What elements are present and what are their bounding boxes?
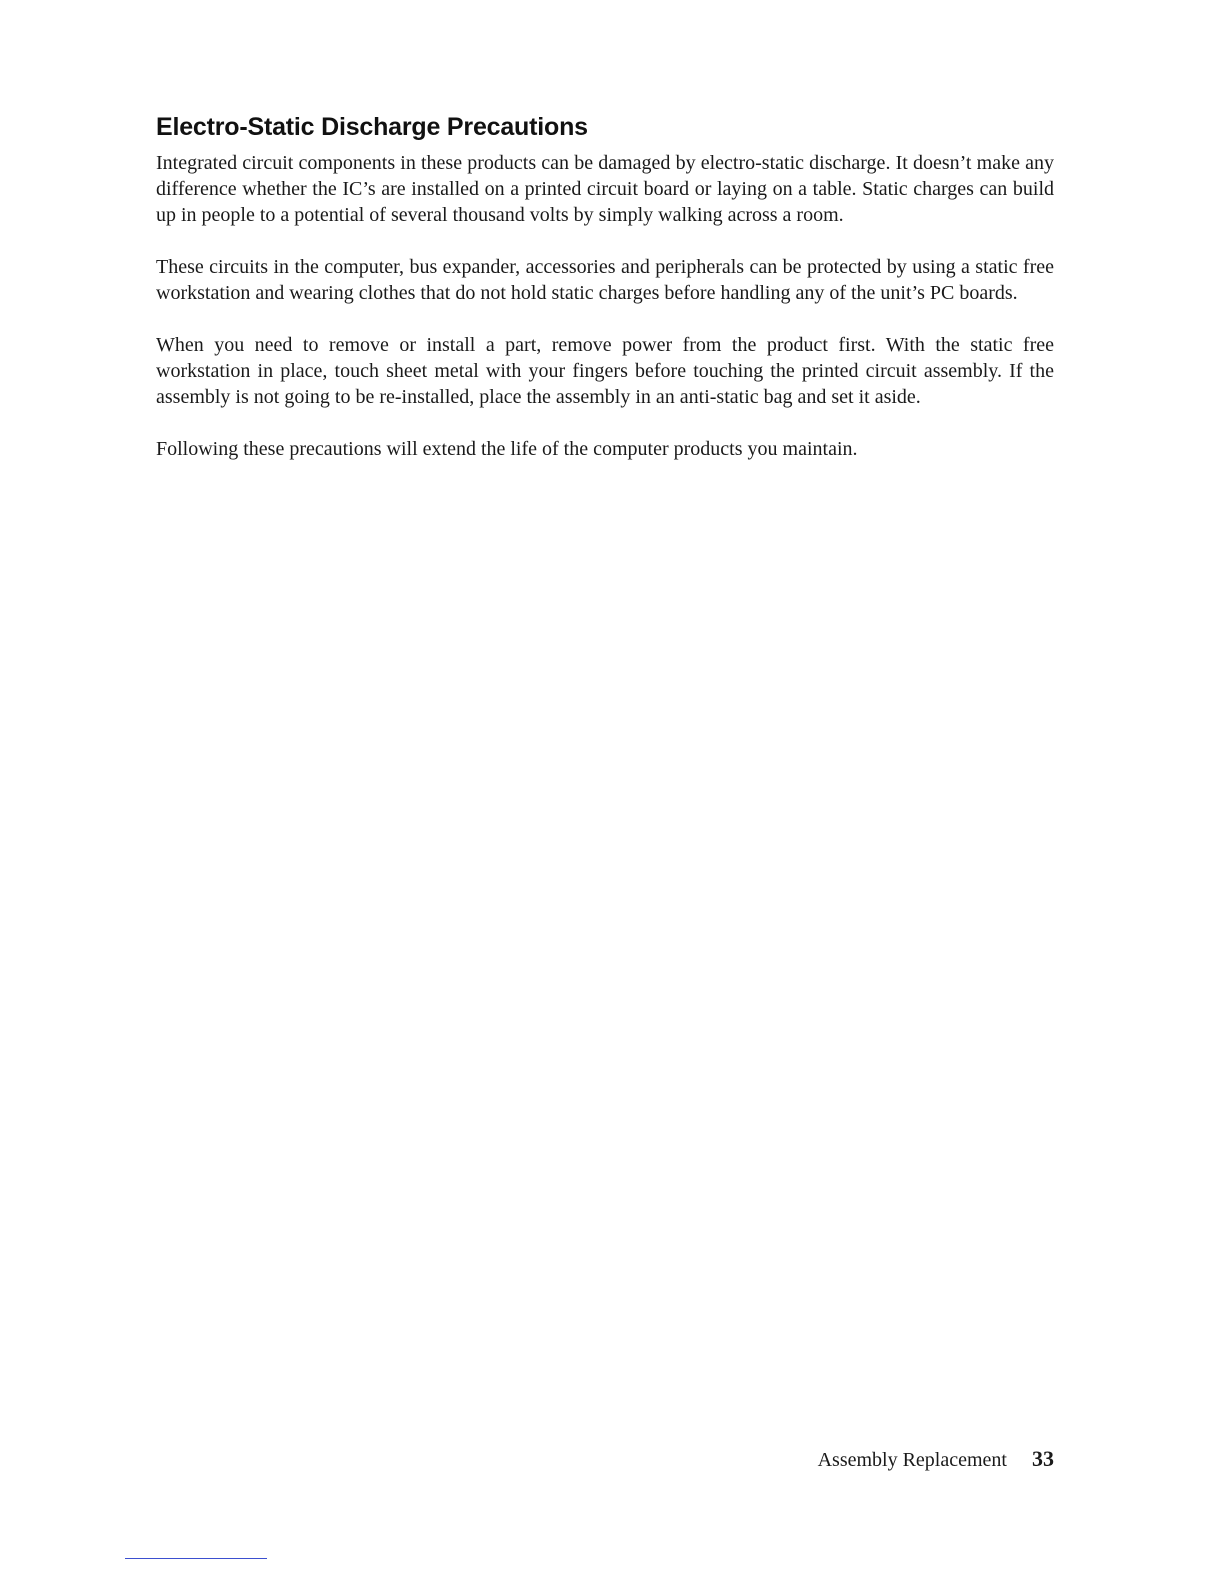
page-footer xyxy=(818,1446,1054,1473)
section-heading: Electro-Static Discharge Precautions xyxy=(156,113,588,141)
page-number: 33 xyxy=(1032,1446,1054,1471)
page-content xyxy=(156,112,1054,488)
footnote-divider xyxy=(125,1558,267,1559)
footer-section-title: Assembly Replacement xyxy=(817,1449,1007,1471)
paragraph-esd-damage: Integrated circuit components in these products can be damaged by electro-static discharge. It doesn’t make any difference whether the IC’s are installed on a printed circuit board or laying on a table. Static charges can build up in people to a potential of several thousand volts by simply walking across a room. xyxy=(156,152,1054,226)
paragraph-conclusion: Following these precautions will extend the life of the computer products you maintain. xyxy=(156,438,858,460)
paragraph-protection: These circuits in the computer, bus expander, accessories and peripherals can be protected by using a static free workstation and wearing clothes that do not hold static charges before handling any of the unit’s PC boards. xyxy=(156,256,1054,304)
paragraph-removal-procedure: When you need to remove or install a part, remove power from the product first. With the static free workstation in place, touch sheet metal with your fingers before touching the printed circuit assembly. If the assembly is not going to be re-installed, place the assembly in an anti-static bag and set it aside. xyxy=(156,334,1054,408)
